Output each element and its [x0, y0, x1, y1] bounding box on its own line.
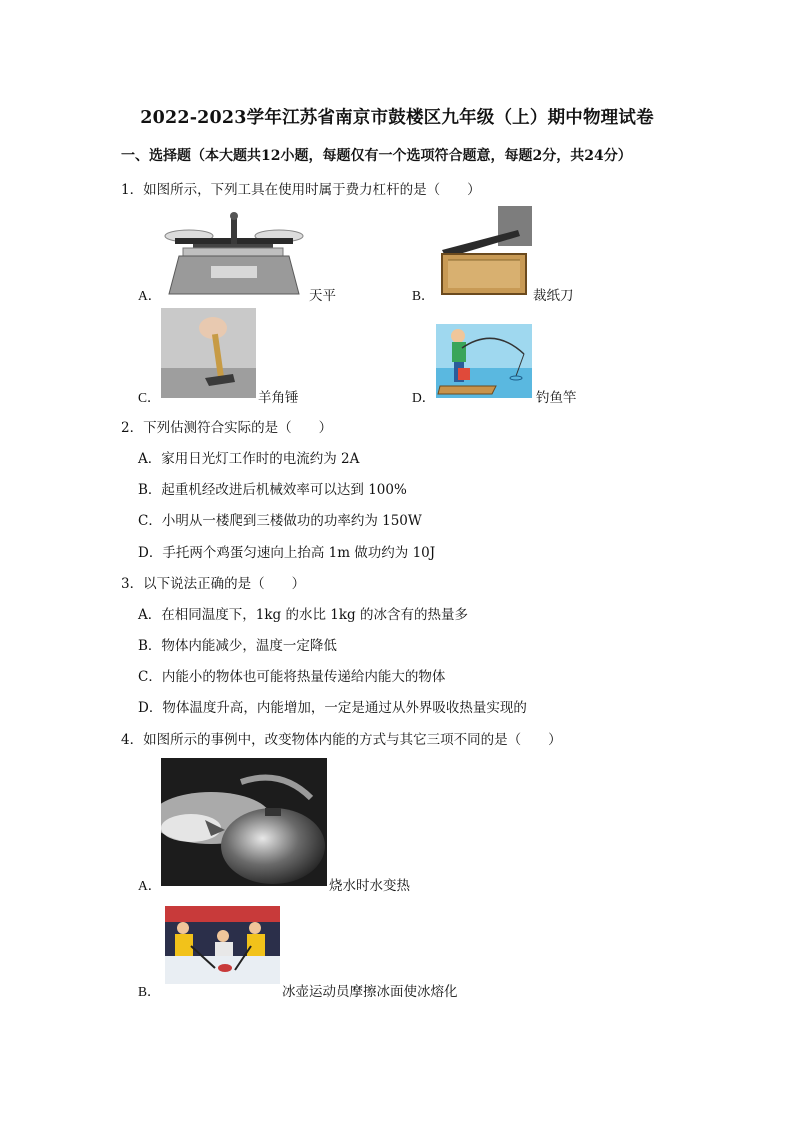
- question-4-stem: 4．如图所示的事例中，改变物体内能的方式与其它三项不同的是（ ）: [121, 732, 562, 748]
- question-2-stem: 2．下列估测符合实际的是（ ）: [121, 420, 333, 436]
- q3-option-b: B．物体内能减少，温度一定降低: [138, 638, 337, 654]
- question-1-stem: 1．如图所示，下列工具在使用时属于费力杠杆的是（ ）: [121, 182, 481, 198]
- q3-option-d: D．物体温度升高，内能增加，一定是通过从外界吸收热量实现的: [138, 700, 527, 716]
- q1-option-a-letter: A．: [138, 288, 162, 303]
- balance-scale-image: [161, 208, 307, 298]
- question-3-stem: 3．以下说法正确的是（ ）: [121, 576, 306, 592]
- q1-option-b-caption: 裁纸刀: [533, 288, 574, 304]
- q1-option-d-letter: D．: [412, 390, 436, 405]
- q2-option-c: C．小明从一楼爬到三楼做功的功率约为 150W: [138, 513, 422, 529]
- q4-option-a-caption: 烧水时水变热: [329, 878, 410, 894]
- paper-title: 2022-2023学年江苏省南京市鼓楼区九年级（上）期中物理试卷: [140, 108, 654, 128]
- section-heading: 一、选择题（本大题共12小题，每题仅有一个选项符合题意，每题2分，共24分）: [121, 148, 632, 164]
- q1-option-c-caption: 羊角锤: [258, 390, 299, 406]
- claw-hammer-image: [161, 308, 256, 398]
- q1-option-c-letter: C．: [138, 390, 161, 405]
- boiling-kettle-image: [161, 758, 327, 886]
- q4-option-b-letter: B．: [138, 984, 161, 999]
- q2-option-a: A．家用日光灯工作时的电流约为 2A: [138, 451, 360, 467]
- fishing-rod-image: [436, 324, 532, 398]
- curling-players-image: [165, 906, 280, 984]
- q3-option-a: A．在相同温度下，1kg 的水比 1kg 的冰含有的热量多: [138, 607, 468, 623]
- q4-option-b-caption: 冰壶运动员摩擦冰面使冰熔化: [282, 984, 458, 1000]
- q3-option-c: C．内能小的物体也可能将热量传递给内能大的物体: [138, 669, 446, 685]
- q1-option-d-caption: 钓鱼竿: [536, 390, 577, 406]
- q1-option-b-letter: B．: [412, 288, 435, 303]
- q4-option-a-letter: A．: [138, 878, 162, 893]
- q2-option-d: D．手托两个鸡蛋匀速向上抬高 1m 做功约为 10J: [138, 545, 436, 561]
- paper-cutter-image: [436, 206, 532, 298]
- q1-option-a-caption: 天平: [309, 288, 336, 304]
- q2-option-b: B．起重机经改进后机械效率可以达到 100%: [138, 482, 407, 498]
